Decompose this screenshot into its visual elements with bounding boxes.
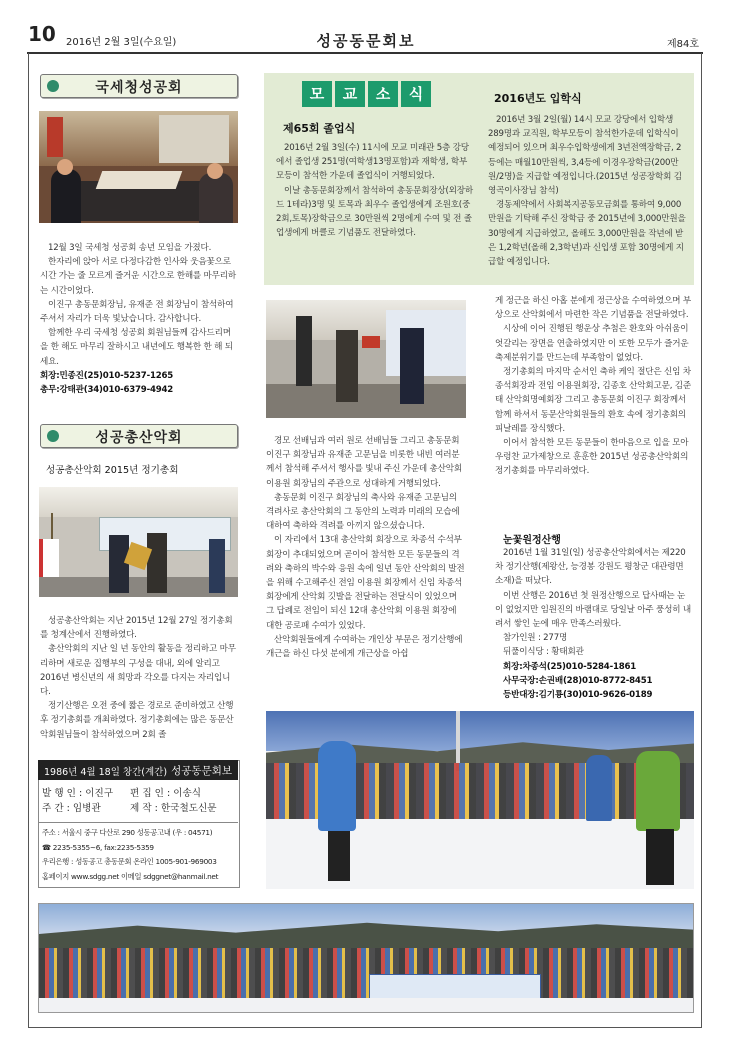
publisher-details [42, 786, 238, 816]
news-tile: 식 [401, 81, 431, 107]
page-number: 10 [28, 22, 56, 46]
paragraph: 12월 3일 국세청 성공회 송년 모임을 가졌다. [48, 243, 212, 253]
paragraph: 게 정근을 하신 아홉 분에게 정근상을 수여하였으며 부상으로 산악회에서 마련한 작은 기념품을 전달하였다. [495, 296, 691, 321]
alpine-article-mid [266, 434, 466, 661]
phone-line: ☎ 2235-5355~6, fax:2235-5359 [42, 842, 154, 852]
section-badge-alpine [40, 424, 238, 448]
contact-line: 사무국장:손권배(28)010-8772-8451 [503, 675, 653, 686]
paragraph: 정기산행은 오전 중에 짧은 경로로 준비하였고 산행 후 정기총회를 개최하였다. 정기총회에는 많은 동문산악회원님들이 참석하였으며 2회 졸 [40, 701, 234, 740]
publisher-header [38, 760, 238, 780]
manager-line: 주 간 : 임병관 [42, 803, 101, 814]
news-tile: 모 [302, 81, 332, 107]
paragraph: 이번 산행은 2016년 첫 원정산행으로 답사때는 눈이 없었지만 임원진의 바램대로 당일날 아주 풍성히 내려서 쌓인 눈에 매우 만족스러웠다. [495, 590, 691, 630]
issue-number: 제84호 [666, 39, 699, 50]
photo-group-panorama [38, 903, 694, 1013]
alpine-subtitle: 성공총산악회 2015년 정기총회 [46, 465, 179, 476]
newspaper-title: 성공동문회보 [316, 32, 416, 50]
publisher-divider [38, 822, 238, 823]
news-tile: 소 [368, 81, 398, 107]
paragraph: 정기총회의 마지막 순서인 축하 케익 절단은 신임 차종석회장과 전임 이용원회장, 김종호 산악회고문, 김준태 산악회명예회장 그리고 총동문회 이진구 회장께서 함께 하셔서 동문산악회원들의 환호 속에 정기총회의 피날레를 장식했다. [495, 367, 691, 434]
photo-alpine-meeting [39, 487, 238, 597]
snow-hike-article [495, 546, 693, 702]
paragraph: 총산악회의 지난 일 년 동안의 활동을 정리하고 마무리하며 새로운 집행부의 구성을 대내, 외에 알리고 2016년 병신년의 새 희망과 각오를 다지는 자리입니다. [40, 644, 236, 698]
publisher-contacts [42, 826, 238, 884]
address-line: 주소 : 서울시 중구 다산로 290 성동공고내 (우 : 04571) [42, 828, 213, 837]
publisher-name: 성공동문회보 [171, 765, 232, 777]
publisher-line: 발 행 인 : 이진구 [42, 788, 114, 799]
entrance-title: 2016년도 입학식 [494, 92, 582, 105]
bank-line: 우리은행 : 성동공고 총동문회 온라인 1005-901-969003 [42, 857, 217, 866]
founded-text: 1986년 4월 18일 창간(계간) [44, 767, 168, 778]
news-tile: 교 [335, 81, 365, 107]
paragraph: 경모 선배님과 여러 원로 선배님들 그리고 총동문회 이진구 회장님과 유재준 고문님을 비롯한 내빈 여러분께서 참석해 주셔서 행사를 빛내 주신 가운데 총산악회 이용원 회장님의 주관으로 성대하게 거행되었다. [266, 436, 462, 489]
contact-line: 회장:민종진(25)010-5237-1265 [40, 370, 174, 381]
section-title-alpine: 성공총산악회 [95, 430, 183, 446]
paragraph: 2016년 1월 31일(일) 성공총산악회에서는 제220차 정기산행(제왕산, 능경봉 강원도 평창군 대관령면 소재)을 떠났다. [495, 548, 686, 587]
printer-line: 제 작 : 한국철도신문 [130, 803, 217, 814]
info-line: 참가인원 : 277명 [503, 633, 568, 644]
issue-date: 2016년 2월 3일(수요일) [66, 37, 177, 48]
info-line: 뒤풀이식당 : 황태회관 [503, 647, 584, 658]
photo-flag-handover [266, 300, 466, 418]
paragraph: 이날 총동문회장께서 참석하여 총동문회장상(외장하드 1테라)3명 및 토목과 최우수 졸업생에게 조원호(중2회,토목)장학금으로 30만원씩 2명에게 수여 및 전 졸업생에게 버클로 기념품도 전달하였다. [276, 185, 473, 239]
paragraph: 이 자리에서 13대 총산악회 회장으로 차종석 수석부회장이 추대되었으며 곧이어 참석한 모든 동문들의 격려와 축하의 박수와 응원 속에 일년 동안 산악회의 발전을 위해 수고해주신 전임 이용원 회장께서 신임 차종석 회장에게 산악회 깃발을 전달하는 전달식이 있었으며 그 답례로 전임이 되신 12대 총산악회 이용원 회장에 대한 공로패 수여가 있었다. [266, 535, 465, 631]
photo-tax-dinner [39, 111, 238, 223]
contact-line: 총무:강태관(34)010-6379-4942 [40, 385, 174, 396]
contact-line: 등반대장:김기룡(30)010-9626-0189 [503, 690, 653, 701]
alpine-article-left [40, 614, 239, 742]
paragraph: 총동문회 이진구 회장님의 축사와 유재준 고문님의 격려사로 총산악회의 그 동안의 노력과 미래의 모습에 대하여 축하와 격려를 아끼지 않으셨습니다. [266, 492, 460, 532]
section-title-tax: 국세청성공회 [95, 80, 183, 96]
editor-line: 편 집 인 : 이송식 [130, 788, 202, 799]
paragraph: 산악회원들에게 수여하는 개인상 부문은 정기산행에 개근을 하신 다섯 분에게 개근상을 아쉽 [266, 634, 463, 660]
snow-hike-heading: 눈꽃원정산행 [503, 535, 561, 546]
section-badge-tax [40, 74, 238, 98]
paragraph: 한자리에 앉아 서로 다정다감한 인사와 웃음꽃으로 시간 가는 줄 모르게 즐거운 시간으로 한해를 마무리하는 시간이었다. [40, 257, 236, 296]
paragraph: 경동제약에서 사회복지공동모금회를 통하여 9,000만원을 기탁해 주신 장학금 중 2015년에 3,000만원을 30명에게 지급하였고, 올해도 3,000만원을 작년에 받은 1,2학년(올해 2,3학년)과 신입생 포함 30명에게 지급할 예정입니다. [488, 200, 686, 268]
tax-article [40, 241, 239, 397]
paragraph: 2016년 2월 3일(수) 11시에 모교 미래관 5층 강당에서 졸업생 251명(여학생13명포함)과 재학생, 학부모등이 참석한 가운데 졸업식이 거행되었다. [276, 143, 469, 182]
graduation-title: 제65회 졸업식 [283, 122, 356, 135]
paragraph: 이어서 참석한 모든 동문들이 한마음으로 입을 모아 우렁찬 교가제창으로 훈훈한 2015년 성공총산악회의 정기총회를 마무리하였다. [495, 438, 689, 477]
paragraph: 이진구 총동문회장님, 유재준 전 회장님이 참석하여 주셔서 자리가 더욱 빛났습니다. 감사합니다. [40, 299, 234, 325]
alpine-article-right [495, 294, 693, 479]
entrance-article [488, 113, 686, 269]
paragraph: 함께한 우리 국세청 성공회 회원님들께 감사드리며 을 한 해도 마무리 잘하시고 내년에도 행복한 한 해 되세요. [40, 328, 233, 367]
photo-snow-hikers [266, 711, 694, 889]
contact-line: 회장:차종석(25)010-5284-1861 [503, 661, 637, 672]
paragraph: 시상에 이어 진행된 행운상 추첨은 환호와 아쉬움이 엇갈리는 장면을 연출하였지만 이 또한 모두가 즐거운 축제분위기를 만드는데 부족함이 없었다. [495, 324, 689, 363]
web-line: 홈페이지 www.sdgg.net 이메일 sdggnet@hanmail.net [42, 871, 219, 881]
paragraph: 2016년 3월 2일(월) 14시 모교 강당에서 입학생 289명과 교직원, 학부모등이 참석한가운데 입학식이 예정되어 있으며 최우수입학생에게 3년전액장학금, 2등에는 매월10만원씩, 3,4등에 이경우장학금(200만원/2명)을 지급할 예정입니다.(2015년 성공장학회 김영곡이사장님 참석) [488, 115, 682, 197]
paragraph: 성공총산악회는 지난 2015년 12월 27일 정기총회를 청계산에서 진행하였다. [40, 616, 233, 641]
graduation-article [276, 141, 474, 240]
